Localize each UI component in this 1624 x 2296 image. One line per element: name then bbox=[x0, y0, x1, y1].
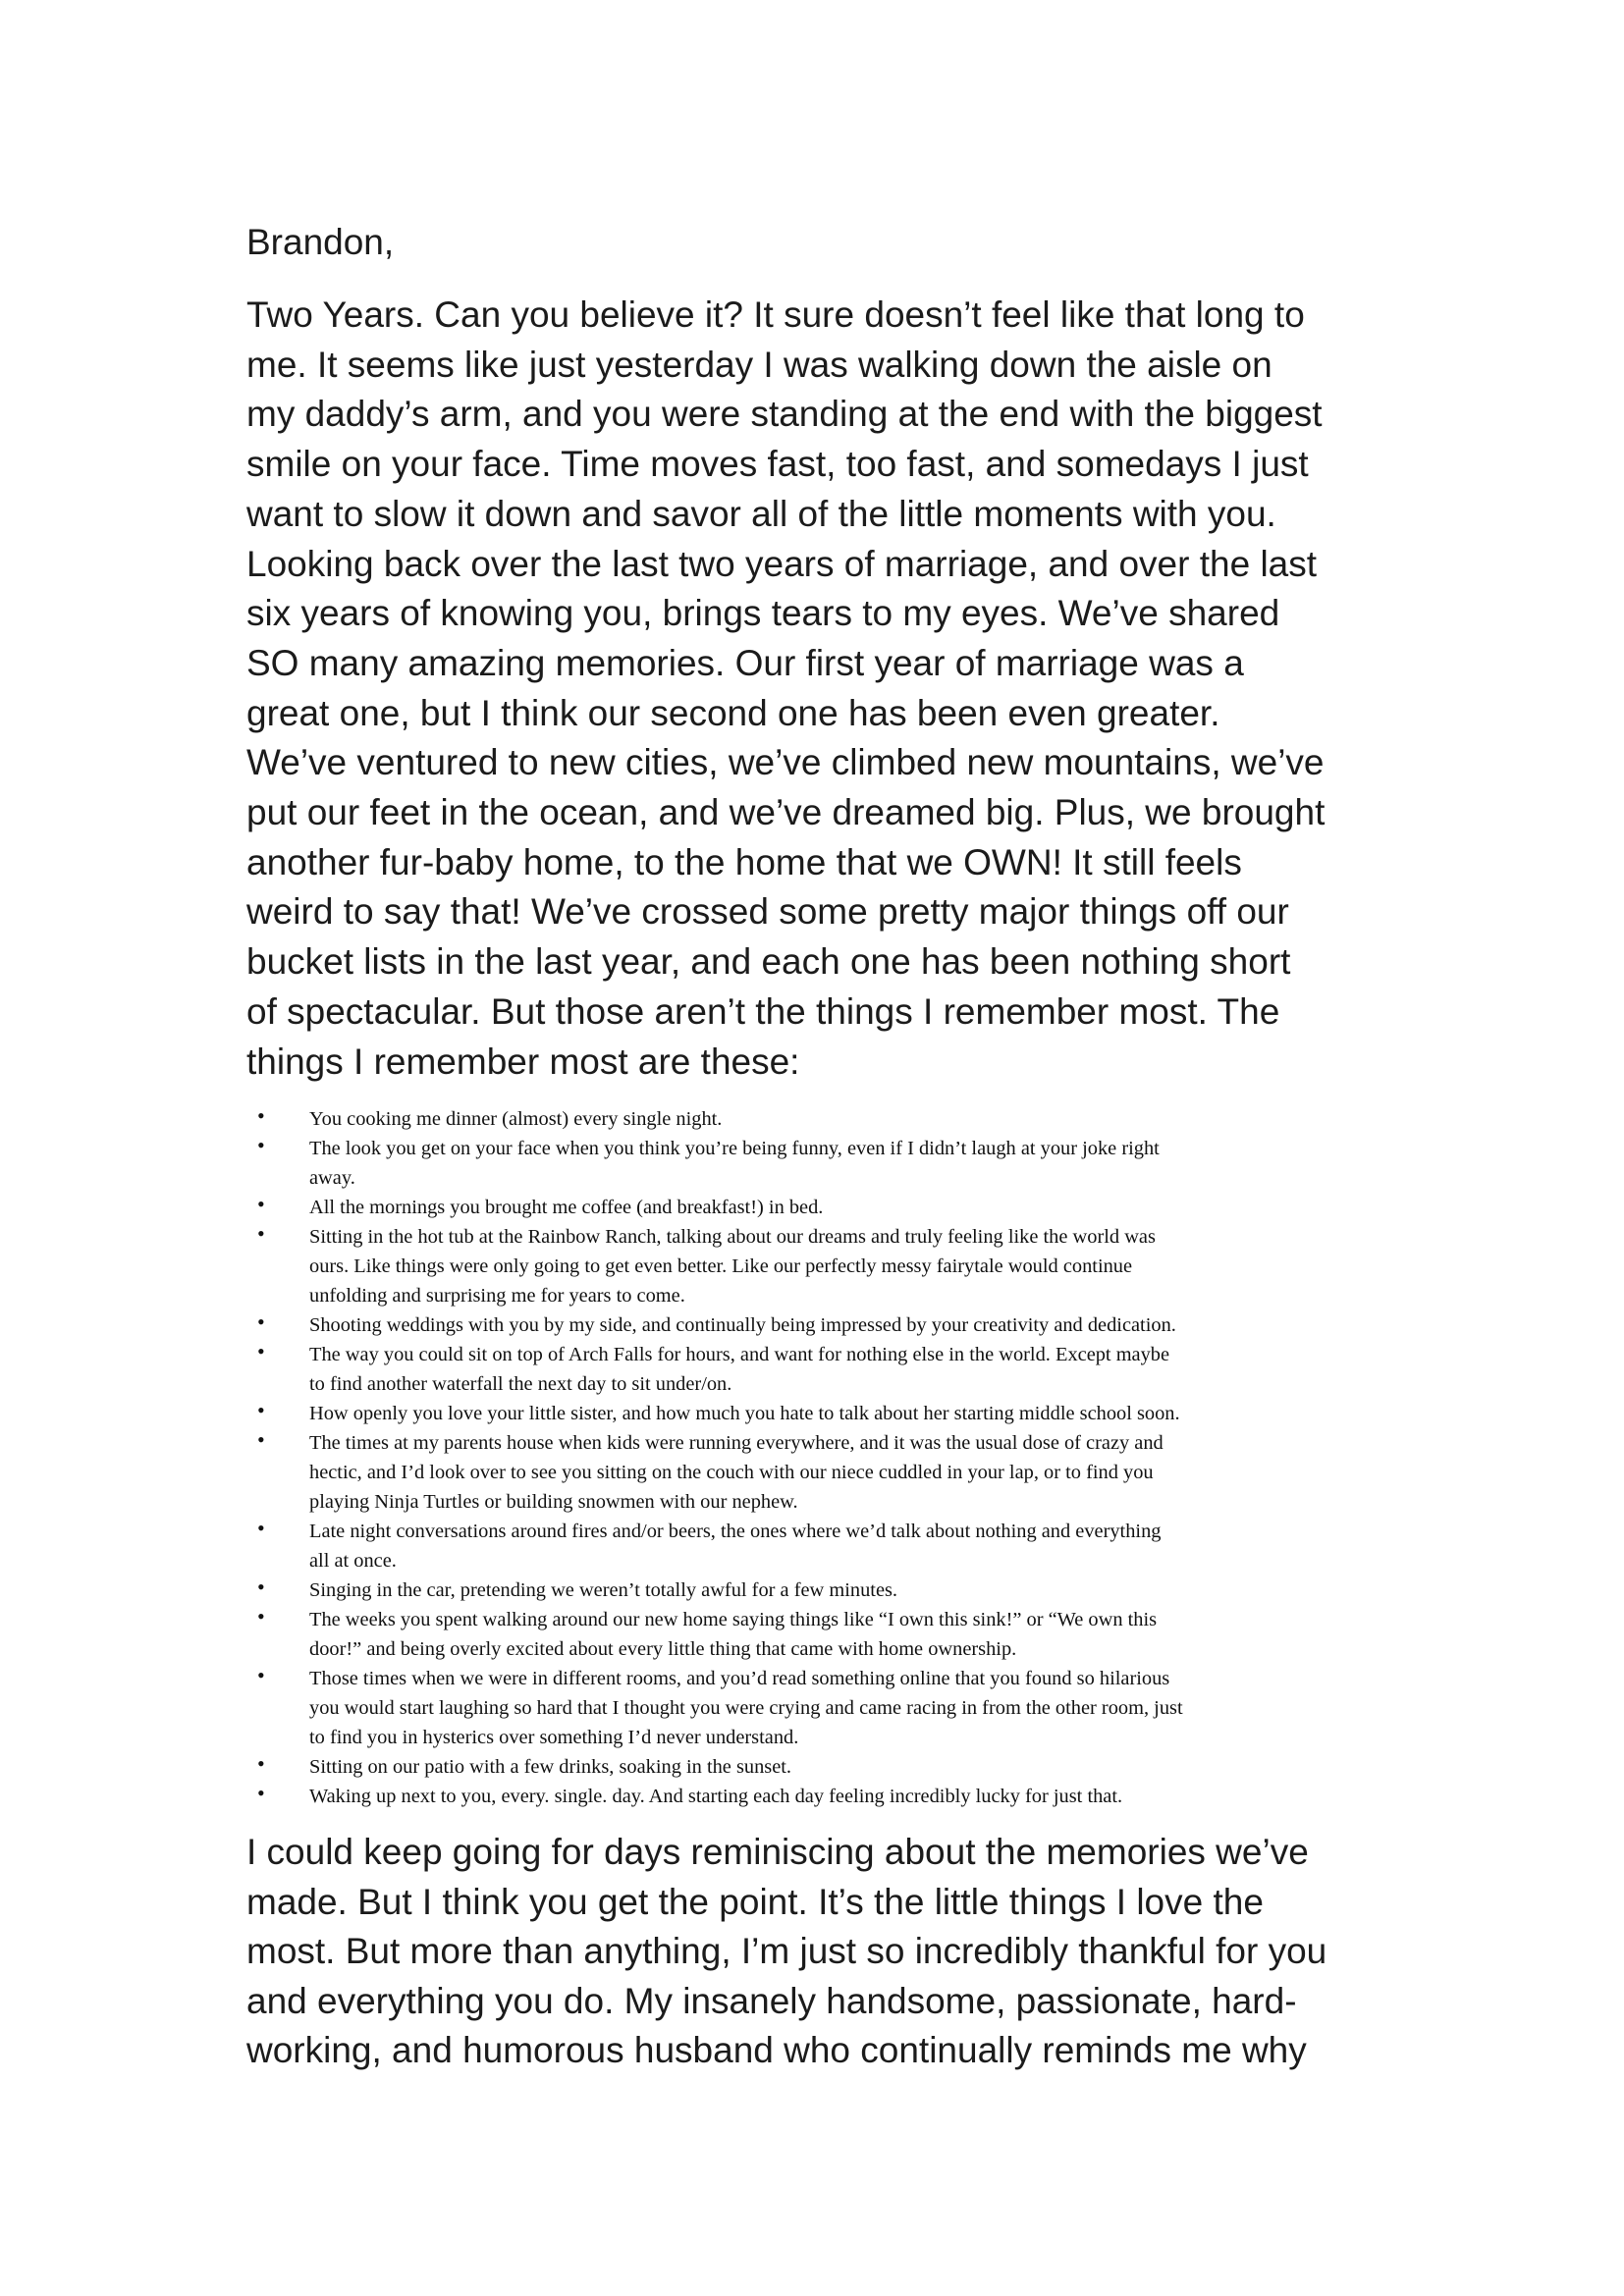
paragraph-line: Looking back over the last two years of marriage, and over the last bbox=[246, 543, 1318, 584]
bullet-icon: • bbox=[257, 1192, 265, 1216]
paragraph-line: We’ve ventured to new cities, we’ve climbed new mountains, we’ve bbox=[246, 742, 1325, 783]
bullet-icon: • bbox=[257, 1516, 265, 1540]
salutation: Brandon, bbox=[246, 222, 395, 262]
list-item-text: The weeks you spent walking around our new home saying things like “I own this sink!” or “We own this bbox=[309, 1609, 1158, 1630]
paragraph-line: Two Years. Can you believe it? It sure doesn’t feel like that long to bbox=[246, 294, 1305, 335]
list-item-text: you would start laughing so hard that I thought you were crying and came racing in from the other room, just bbox=[309, 1697, 1183, 1719]
bullet-icon: • bbox=[257, 1781, 265, 1805]
list-item-text: Waking up next to you, every. single. day. And starting each day feeling incredibly lucky for just that. bbox=[309, 1786, 1123, 1807]
paragraph-line: made. But I think you get the point. It’s the little things I love the bbox=[246, 1881, 1264, 1922]
opening-paragraph bbox=[246, 291, 1325, 1087]
list-item-text: away. bbox=[309, 1167, 355, 1189]
list-item bbox=[0, 1428, 1183, 1517]
paragraph-line: smile on your face. Time moves fast, too fast, and somedays I just bbox=[246, 444, 1309, 485]
paragraph-line: want to slow it down and savor all of the little moments with you. bbox=[246, 493, 1276, 534]
list-item bbox=[0, 1222, 1183, 1310]
list-item-text: Sitting in the hot tub at the Rainbow Ranch, talking about our dreams and truly feeling like the world was bbox=[309, 1226, 1156, 1248]
list-item bbox=[0, 1193, 1183, 1222]
bullet-icon: • bbox=[257, 1575, 265, 1599]
paragraph-line: weird to say that! We’ve crossed some pretty major things off our bbox=[246, 891, 1289, 933]
list-item-text: All the mornings you brought me coffee (and breakfast!) in bed. bbox=[309, 1197, 824, 1218]
paragraph-line: my daddy’s arm, and you were standing at the end with the biggest bbox=[246, 394, 1323, 435]
list-item bbox=[0, 1575, 1183, 1605]
list-item bbox=[0, 1605, 1183, 1664]
list-item-text: Late night conversations around fires and/or beers, the ones where we’d talk about nothing and everything bbox=[309, 1521, 1162, 1542]
bullet-icon: • bbox=[257, 1398, 265, 1422]
bullet-icon: • bbox=[257, 1133, 265, 1157]
paragraph-line: another fur-baby home, to the home that we OWN! It still feels bbox=[246, 841, 1242, 882]
paragraph-line: working, and humorous husband who continually reminds me why bbox=[246, 2030, 1307, 2070]
list-item-text: The times at my parents house when kids were running everywhere, and it was the usual dose of crazy and bbox=[309, 1432, 1164, 1454]
paragraph-line: bucket lists in the last year, and each one has been nothing short bbox=[246, 941, 1291, 983]
list-item-text: ours. Like things were only going to get even better. Like our perfectly messy fairytale would continue bbox=[309, 1255, 1133, 1277]
paragraph-line: and everything you do. My insanely handsome, passionate, hard- bbox=[246, 1980, 1297, 2021]
memories-list bbox=[0, 1104, 1183, 1811]
paragraph-line: six years of knowing you, brings tears to my eyes. We’ve shared bbox=[246, 593, 1280, 634]
list-item bbox=[0, 1752, 1183, 1782]
list-item bbox=[0, 1104, 1183, 1134]
bullet-icon: • bbox=[257, 1309, 265, 1334]
list-item-text: You cooking me dinner (almost) every single night. bbox=[309, 1108, 723, 1130]
list-item bbox=[0, 1340, 1183, 1399]
list-item-text: How openly you love your little sister, and how much you hate to talk about her starting middle school soon. bbox=[309, 1403, 1180, 1424]
list-item bbox=[0, 1664, 1183, 1752]
list-item-text: to find another waterfall the next day to sit under/on. bbox=[309, 1373, 732, 1395]
closing-paragraph bbox=[246, 1828, 1326, 2076]
paragraph-line: great one, but I think our second one has been even greater. bbox=[246, 692, 1220, 733]
list-item-text: The look you get on your face when you think you’re being funny, even if I didn’t laugh at your joke right bbox=[309, 1138, 1160, 1159]
list-item bbox=[0, 1310, 1183, 1340]
list-item bbox=[0, 1134, 1183, 1193]
list-item-text: door!” and being overly excited about every little thing that came with home ownership. bbox=[309, 1638, 1017, 1660]
bullet-icon: • bbox=[257, 1663, 265, 1687]
list-item-text: The way you could sit on top of Arch Falls for hours, and want for nothing else in the world. Except maybe bbox=[309, 1344, 1170, 1365]
list-item-text: all at once. bbox=[309, 1550, 397, 1572]
list-item-text: Shooting weddings with you by my side, and continually being impressed by your creativity and dedication. bbox=[309, 1314, 1176, 1336]
bullet-icon: • bbox=[257, 1427, 265, 1452]
list-item-text: Singing in the car, pretending we weren’t totally awful for a few minutes. bbox=[309, 1579, 898, 1601]
list-item-text: Those times when we were in different rooms, and you’d read something online that you found so hilarious bbox=[309, 1668, 1170, 1689]
paragraph-line: me. It seems like just yesterday I was walking down the aisle on bbox=[246, 344, 1272, 385]
paragraph-line: I could keep going for days reminiscing about the memories we’ve bbox=[246, 1832, 1309, 1872]
paragraph-line: most. But more than anything, I’m just so incredibly thankful for you bbox=[246, 1931, 1327, 1971]
list-item bbox=[0, 1399, 1183, 1428]
paragraph-line: things I remember most are these: bbox=[246, 1041, 800, 1082]
paragraph-line: of spectacular. But those aren’t the things I remember most. The bbox=[246, 990, 1280, 1032]
bullet-icon: • bbox=[257, 1339, 265, 1363]
list-item-text: unfolding and surprising me for years to come. bbox=[309, 1285, 685, 1307]
list-item bbox=[0, 1517, 1183, 1575]
list-item-text: hectic, and I’d look over to see you sitting on the couch with our niece cuddled in your lap, or to find you bbox=[309, 1462, 1154, 1483]
bullet-icon: • bbox=[257, 1221, 265, 1246]
paragraph-line: put our feet in the ocean, and we’ve dreamed big. Plus, we brought bbox=[246, 792, 1326, 833]
list-item bbox=[0, 1782, 1183, 1811]
bullet-icon: • bbox=[257, 1604, 265, 1629]
list-item-text: Sitting on our patio with a few drinks, soaking in the sunset. bbox=[309, 1756, 792, 1778]
paragraph-line: SO many amazing memories. Our first year of marriage was a bbox=[246, 642, 1244, 683]
list-item-text: playing Ninja Turtles or building snowmen with our nephew. bbox=[309, 1491, 798, 1513]
list-item-text: to find you in hysterics over something I’d never understand. bbox=[309, 1727, 799, 1748]
bullet-icon: • bbox=[257, 1103, 265, 1128]
bullet-icon: • bbox=[257, 1751, 265, 1776]
